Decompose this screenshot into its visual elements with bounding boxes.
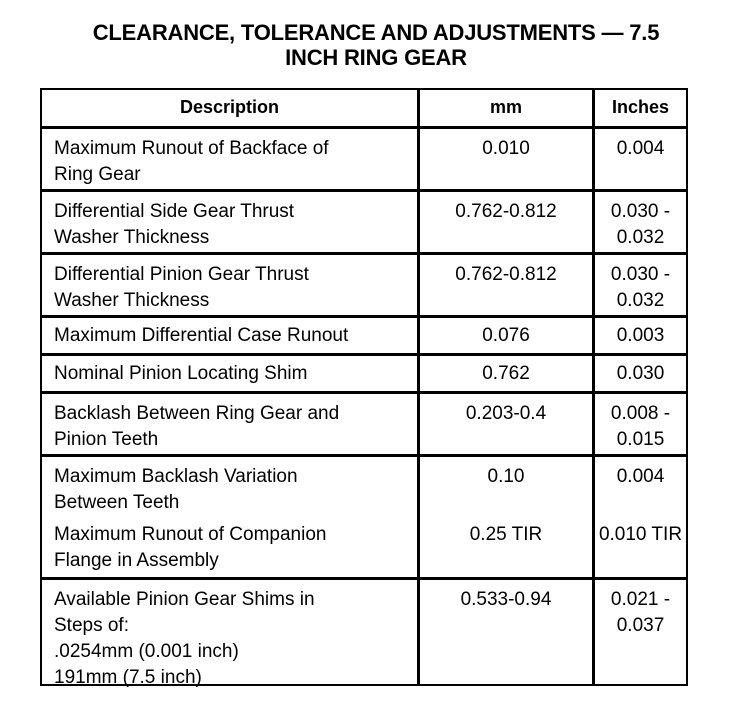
title-line-2: INCH RING GEAR: [285, 45, 467, 70]
desc-line: Maximum Runout of Backface of: [54, 138, 329, 159]
title-line-1: CLEARANCE, TOLERANCE AND ADJUSTMENTS — 7.5: [92, 20, 660, 45]
mm-value: 0.762-0.812: [455, 201, 557, 222]
desc-line: Available Pinion Gear Shims in: [54, 589, 315, 610]
row-inches: [595, 457, 686, 577]
row-inches: [595, 356, 686, 391]
row-mm: [420, 580, 595, 684]
row-description: [42, 192, 420, 252]
table-row: [42, 252, 686, 315]
table-row: [42, 189, 686, 252]
desc-line: Washer Thickness: [54, 290, 210, 311]
inches-value: 0.003: [616, 325, 665, 346]
row-description: [42, 394, 420, 454]
inches-value: 0.008 -: [610, 403, 671, 424]
desc-line: .0254mm (0.001 inch): [54, 641, 239, 662]
row-description: [42, 580, 420, 688]
desc-line: Washer Thickness: [54, 227, 210, 248]
desc-line: Backlash Between Ring Gear and: [54, 403, 340, 424]
inches-value: 0.032: [616, 290, 665, 311]
row-description: [42, 457, 420, 577]
header-description: Description: [42, 90, 420, 126]
table-row: [42, 454, 686, 577]
inches-value: 0.030 -: [610, 264, 671, 285]
inches-value: 0.010 TIR: [598, 524, 683, 545]
specs-table: [40, 88, 688, 686]
mm-value: 0.533-0.94: [460, 589, 552, 610]
inches-value: 0.030: [616, 363, 665, 384]
row-mm: [420, 255, 595, 315]
row-inches: [595, 394, 686, 454]
table-row: [42, 577, 686, 688]
desc-line: Ring Gear: [54, 164, 141, 185]
mm-value: 0.762: [482, 363, 530, 384]
row-mm: [420, 394, 595, 454]
row-mm: [420, 129, 595, 189]
table-header-row: [42, 90, 686, 126]
row-mm: [420, 457, 595, 577]
row-inches: [595, 192, 686, 252]
desc-line: Pinion Teeth: [54, 429, 159, 450]
table-row: [42, 315, 686, 353]
inches-value: 0.004: [616, 138, 665, 159]
mm-value: 0.203-0.4: [465, 403, 547, 424]
mm-value: 0.25 TIR: [469, 524, 543, 545]
header-mm: mm: [420, 90, 595, 126]
inches-value: 0.030 -: [610, 201, 671, 222]
desc-line: Maximum Backlash Variation: [54, 466, 298, 487]
row-mm: [420, 318, 595, 353]
row-inches: [595, 318, 686, 353]
header-inches: Inches: [611, 97, 670, 117]
desc-line: Steps of:: [54, 615, 129, 636]
desc-line: Maximum Differential Case Runout: [54, 325, 349, 346]
mm-value: 0.762-0.812: [455, 264, 557, 285]
row-description: [42, 318, 420, 353]
desc-line: Nominal Pinion Locating Shim: [54, 363, 308, 384]
mm-value: 0.10: [487, 466, 525, 487]
desc-line: Flange in Assembly: [54, 550, 219, 571]
inches-value: 0.032: [616, 227, 665, 248]
mm-value: 0.076: [482, 325, 530, 346]
row-inches: [595, 255, 686, 315]
table-row: [42, 391, 686, 454]
desc-line: Between Teeth: [54, 492, 180, 513]
inches-value: 0.015: [616, 429, 665, 450]
row-inches: [595, 129, 686, 189]
row-mm: [420, 356, 595, 391]
table-row: [42, 353, 686, 391]
mm-value: 0.010: [482, 138, 530, 159]
page-title: [0, 20, 752, 70]
table-row: [42, 126, 686, 189]
desc-line: 191mm (7.5 inch): [54, 667, 202, 688]
inches-value: 0.021 -: [610, 589, 671, 610]
desc-line: Maximum Runout of Companion: [54, 524, 327, 545]
desc-line: Differential Side Gear Thrust: [54, 201, 295, 222]
row-mm: [420, 192, 595, 252]
row-description: [42, 129, 420, 189]
inches-value: 0.004: [616, 466, 665, 487]
inches-value: 0.037: [616, 615, 665, 636]
row-description: [42, 255, 420, 315]
row-inches: [595, 580, 686, 684]
desc-line: Differential Pinion Gear Thrust: [54, 264, 309, 285]
row-description: [42, 356, 420, 391]
